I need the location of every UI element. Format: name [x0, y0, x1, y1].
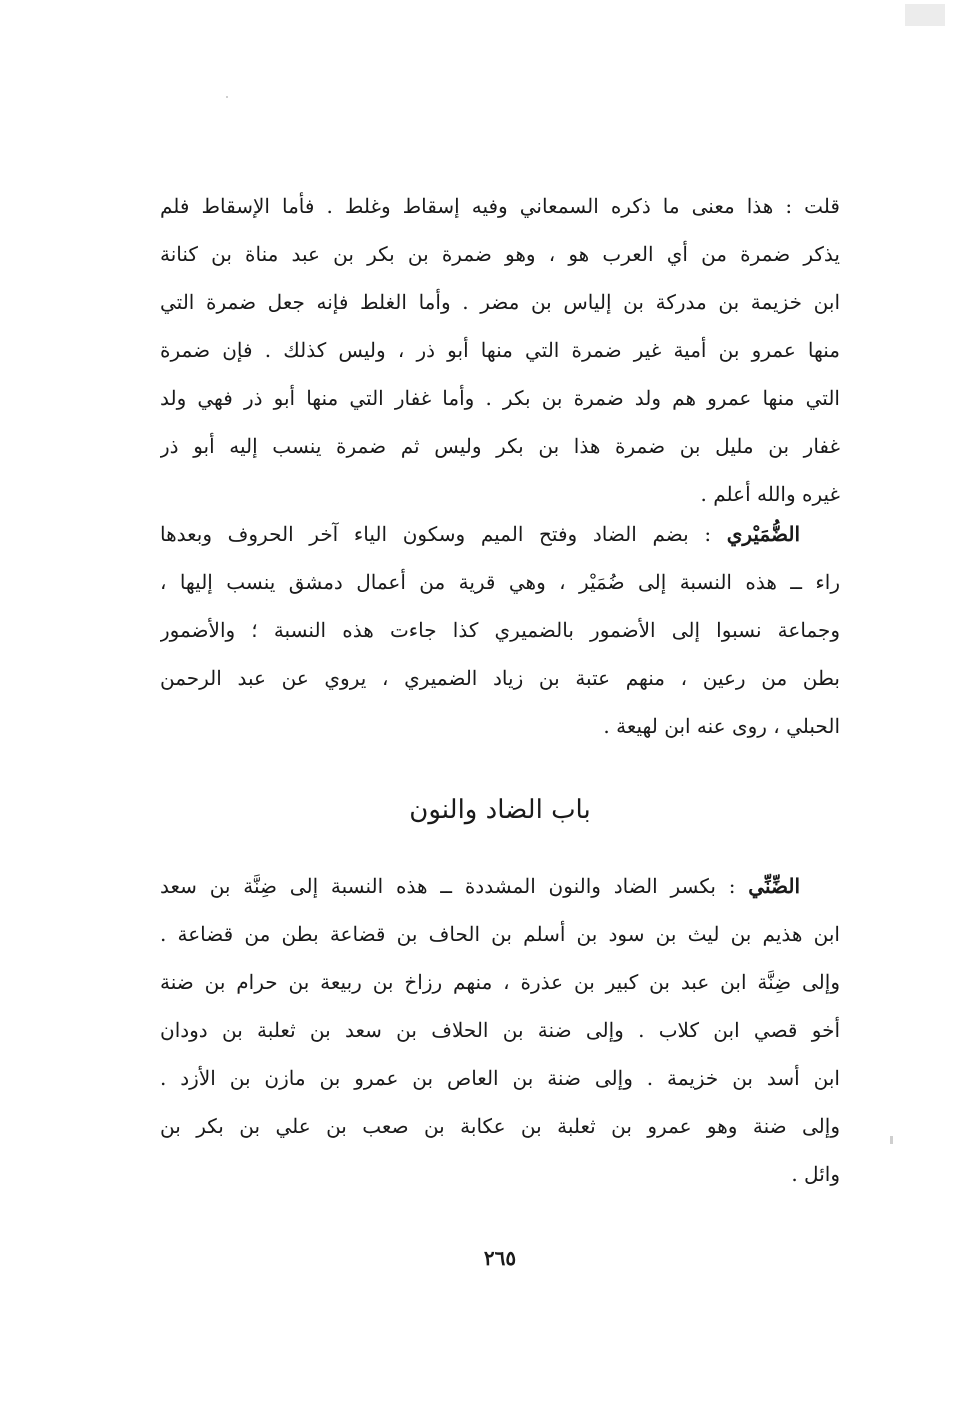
- text-line: وإلى ضِنَّة ابن عبد بن كبير بن عذرة ، منهم رزاخ بن ربيعة بن حرام بن ضنة: [160, 970, 840, 994]
- entry-first-line: [160, 510, 840, 558]
- text-line: الحبلي ، روى عنه ابن لهيعة .: [603, 714, 840, 738]
- text-line: وائل .: [791, 1162, 840, 1186]
- text-line: ابن خزيمة بن مدركة بن إلياس بن مضر . وأما الغلط فإنه جعل ضمرة التي: [160, 290, 840, 314]
- text-line: وجماعة نسبوا إلى الأضمور بالضميري كذا جاءت هذه النسبة ؛ والأضمور: [160, 618, 840, 642]
- text-line: يذكر ضمرة من أي العرب هو ، وهو ضمرة بن بكر بن عبد مناة بن كنانة: [160, 242, 840, 266]
- text-line: بطن من رعين ، منهم عتبة بن زياد الضميري ، يروي عن عبد الرحمن: [160, 666, 840, 690]
- text-line: ابن أسد بن خزيمة . وإلى ضنة بن العاص بن عمرو بن مازن بن الأزد .: [160, 1066, 840, 1090]
- text-line: غفار بن مليل بن ضمرة هذا بن بكر وليس ثم ضمرة ينسب إليه أبو ذر: [160, 434, 840, 458]
- entry-term: الضِّنِّي: [748, 874, 800, 898]
- scan-speck: [226, 96, 228, 98]
- section-heading: باب الضاد والنون: [409, 795, 591, 825]
- text-line: التي منها عمرو هم ولد ضمرة بن بكر . وأما غفار التي منها أبو ذر فهي ولد: [160, 386, 840, 410]
- scan-speck: [890, 1136, 893, 1144]
- text-line: وإلى ضنة وهو عمرو بن ثعلبة بن عكابة بن صعب بن علي بن بكر بن: [160, 1114, 840, 1138]
- entry-first-line: [160, 862, 840, 910]
- entry-definition: : بكسر الضاد والنون المشددة ــ هذه النسبة إلى ضِنَّة بن سعد: [160, 874, 749, 898]
- entry-term: الضُّمَيْري: [726, 522, 800, 546]
- text-line: راء ــ هذه النسبة إلى ضُمَيْر ، وهي قرية من أعمال دمشق ينسب إليها ،: [160, 570, 840, 594]
- page-number: ٢٦٥: [483, 1246, 517, 1270]
- text-line: منها عمرو بن أمية غير ضمرة التي منها أبو ذر ، وليس كذلك . فإن ضمرة: [160, 338, 840, 362]
- text-line: ابن هذيم بن ليث بن سود بن أسلم بن الحاف بن قضاعة بطن من قضاعة .: [160, 922, 840, 946]
- paragraph-3: [160, 862, 840, 1198]
- entry-definition: : بضم الضاد وفتح الميم وسكون الياء آخر الحروف وبعدها: [160, 522, 727, 546]
- paragraph-1: [160, 182, 840, 518]
- text-line: أخو قصي ابن كلاب . وإلى ضنة بن الحلاف بن سعد بن ثعلبة بن دودان: [160, 1018, 840, 1042]
- scan-speck: [905, 4, 945, 26]
- paragraph-2: [160, 510, 840, 750]
- text-line: غيره والله أعلم .: [700, 482, 840, 506]
- text-line: قلت : هذا معنى ما ذكره السمعاني وفيه إسقاط وغلط . فأما الإسقاط فلم: [160, 194, 840, 218]
